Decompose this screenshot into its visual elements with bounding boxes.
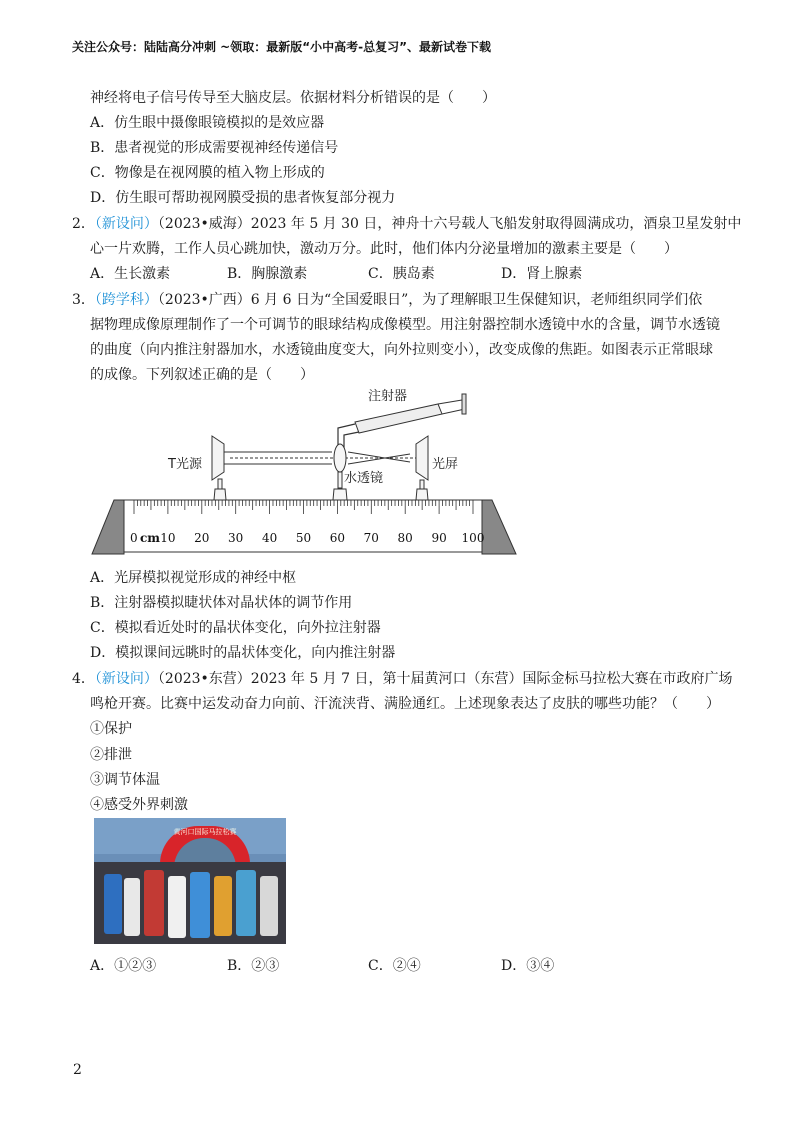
q2-line1 xyxy=(72,214,741,234)
ruler xyxy=(92,500,516,554)
ruler-label: 80 xyxy=(397,531,413,545)
q4-option-d: D．③④ xyxy=(501,958,555,974)
q2-line2: 心一片欢腾，工作人员心跳加快，激动万分。此时，他们体内分泌量增加的激素主要是（ ） xyxy=(90,241,678,257)
q4-option-c: C．②④ xyxy=(368,958,421,974)
q4-tag: （新设问） xyxy=(94,671,158,687)
q3-option-a: A．光屏模拟视觉形成的神经中枢 xyxy=(90,570,297,586)
q1-stem: 神经将电子信号传导至大脑皮层。依据材料分析错误的是（ ） xyxy=(90,90,496,106)
q2-option-c: C．胰岛素 xyxy=(368,266,435,282)
q3-line3: 的曲度（向内推注射器加水，水透镜曲度变大，向外拉则变小），改变成像的焦距。如图表示正常眼球 xyxy=(90,342,713,358)
ruler-label: 30 xyxy=(228,531,244,545)
light-source xyxy=(212,436,226,500)
page-number: 2 xyxy=(73,1062,82,1078)
q3-line2: 据物理成像原理制作了一个可调节的眼球结构成像模型。用注射器控制水透镜中水的含量，调节水透镜 xyxy=(90,317,720,333)
screen-label: 光屏 xyxy=(432,457,459,472)
q4-item-2: ②排泄 xyxy=(90,747,132,763)
q4-line2: 鸣枪开赛。比赛中运发动奋力向前、汗流浃背、满脸通红。上述现象表达了皮肤的哪些功能？（ ） xyxy=(90,696,720,712)
optical-axis xyxy=(224,452,416,464)
q4-options xyxy=(90,956,690,976)
q2-option-a: A．生长激素 xyxy=(90,266,171,282)
ruler-label: 0 xyxy=(130,531,138,545)
q4-option-a: A．①②③ xyxy=(90,958,157,974)
q1-option-a: A．仿生眼中摄像眼镜模拟的是效应器 xyxy=(90,115,325,131)
ruler-label: 10 xyxy=(160,531,176,545)
q3-number: 3． xyxy=(72,292,95,308)
q4-item-1: ①保护 xyxy=(90,721,132,737)
q2-number: 2． xyxy=(72,216,95,232)
screen xyxy=(416,436,428,500)
q4-number: 4． xyxy=(72,671,95,687)
ruler-label: 90 xyxy=(431,531,447,545)
q4-option-b: B．②③ xyxy=(227,958,280,974)
q2-tag: （新设问） xyxy=(94,216,158,232)
q3-text1: （2023•广西）6 月 6 日为“全国爱眼日”，为了理解眼卫生保健知识，老师组织同学们依 xyxy=(157,292,703,308)
q4-text1: （2023•东营）2023 年 5 月 7 日，第十届黄河口（东营）国际金标马拉松大赛在市政府广场 xyxy=(157,671,733,687)
ruler-label: 20 xyxy=(194,531,210,545)
ruler-label: 60 xyxy=(329,531,346,545)
q3-tag: （跨学科） xyxy=(94,292,158,308)
q4-item-3: ③调节体温 xyxy=(90,772,160,788)
q3-option-b: B．注射器模拟睫状体对晶状体的调节作用 xyxy=(90,595,353,611)
ruler-label: 40 xyxy=(261,531,278,545)
q3-option-c: C．模拟看近处时的晶状体变化，向外拉注射器 xyxy=(90,620,381,636)
q3-line1 xyxy=(72,290,702,310)
q2-options xyxy=(90,264,690,284)
q3-option-d: D．模拟课间远眺时的晶状体变化，向内推注射器 xyxy=(90,645,396,661)
q2-text1: （2023•威海）2023 年 5 月 30 日，神舟十六号载人飞船发射取得圆满成功，酒泉卫星发射中 xyxy=(157,216,742,232)
water-lens-label: 水透镜 xyxy=(344,471,384,486)
q1-option-d: D．仿生眼可帮助视网膜受损的患者恢复部分视力 xyxy=(90,190,396,206)
marathon-photo xyxy=(94,818,286,944)
q4-item-4: ④感受外界刺激 xyxy=(90,797,188,813)
q2-option-b: B．胸腺激素 xyxy=(227,266,308,282)
eye-model-figure xyxy=(90,384,530,556)
q4-line1 xyxy=(72,669,733,689)
ruler-unit: cm xyxy=(140,531,161,545)
ruler-label: 70 xyxy=(363,531,379,545)
q2-option-d: D．肾上腺素 xyxy=(501,266,583,282)
q1-option-c: C．物像是在视网膜的植入物上形成的 xyxy=(90,165,325,181)
photo-banner-text: 黄河口国际马拉松赛 xyxy=(173,828,237,836)
ruler-label: 100 xyxy=(461,531,485,545)
q1-option-b: B．患者视觉的形成需要视神经传递信号 xyxy=(90,140,339,156)
ruler-label: 50 xyxy=(295,531,312,545)
q3-line4: 的成像。下列叙述正确的是（ ） xyxy=(90,367,314,383)
light-source-label: T光源 xyxy=(168,457,202,472)
page-header: 关注公众号：陆陆高分冲刺 ~领取：最新版“小中高考-总复习”、最新试卷下载 xyxy=(72,40,491,54)
syringe-label: 注射器 xyxy=(368,389,408,404)
